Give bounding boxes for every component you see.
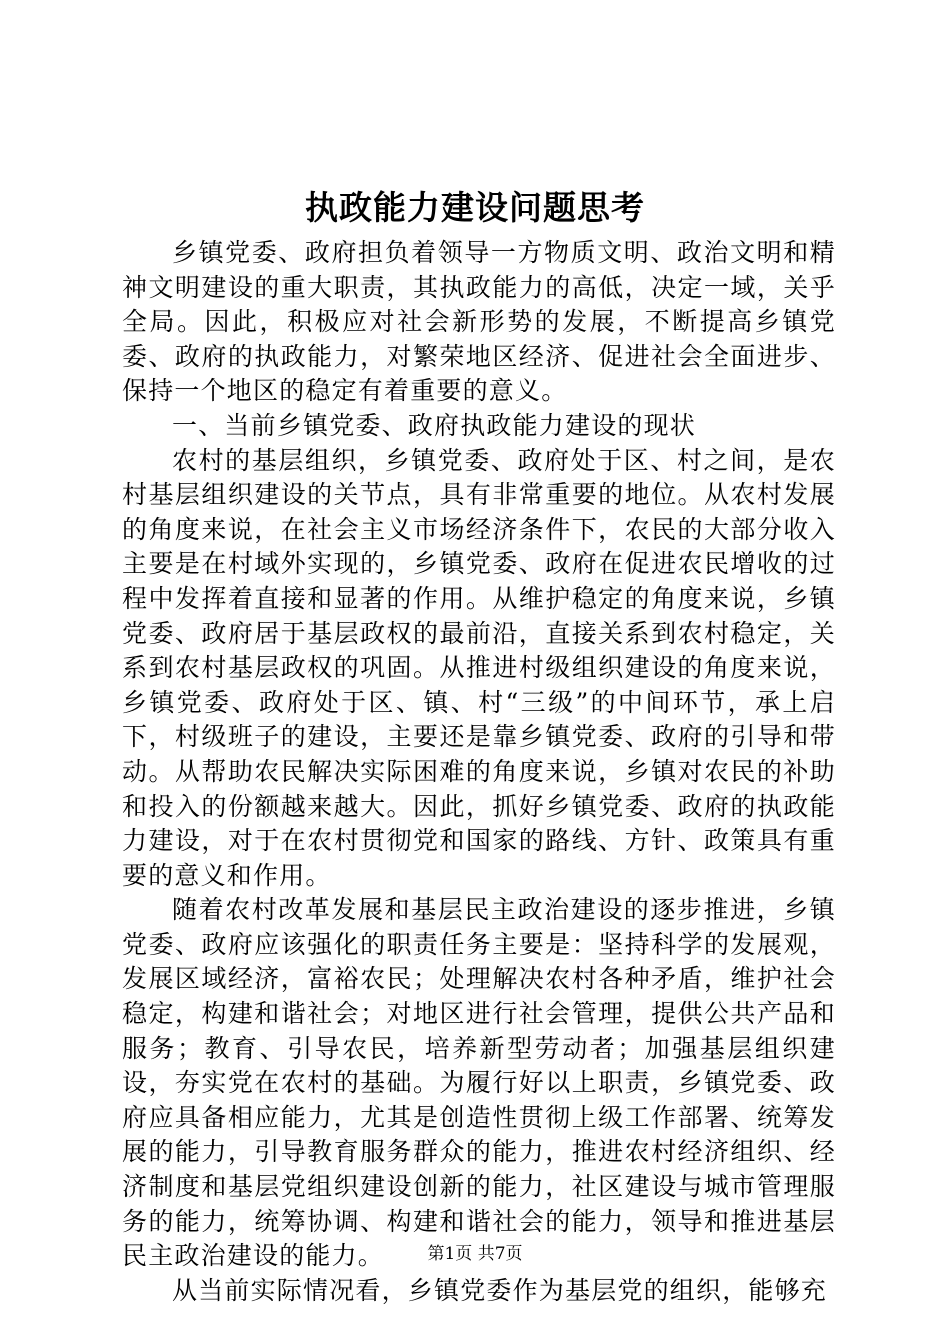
paragraph-current: 从当前实际情况看，乡镇党委作为基层党的组织，能够充: [172, 1275, 828, 1305]
document-body: [122, 236, 836, 1308]
document-title: 执政能力建设问题思考: [305, 188, 645, 227]
page-footer: 第1页 共7页: [427, 1244, 523, 1264]
paragraph-duties: 随着农村改革发展和基层民主政治建设的逐步推进，乡镇党委、政府应该强化的职责任务主要是：坚持科学的发展观，发展区域经济，富裕农民；处理解决农村各种矛盾，维护社会稳定，构建和谐社会；对地区进行社会管理，提供公共产品和服务；教育、引导农民，培养新型劳动者；加强基层组织建设，夯实党在农村的基础。为履行好以上职责，乡镇党委、政府应具备相应能力，尤其是创造性贯彻上级工作部署、统筹发展的能力，引导教育服务群众的能力，推进农村经济组织、经济制度和基层党组织建设创新的能力，社区建设与城市管理服务的能力，统筹协调、构建和谐社会的能力，领导和推进基层民主政治建设的能力。: [122, 895, 836, 1271]
section-heading: 一、当前乡镇党委、政府执政能力建设的现状: [172, 410, 697, 440]
paragraph-status: 农村的基层组织，乡镇党委、政府处于区、村之间，是农村基层组织建设的关节点，具有非常重要的地位。从农村发展的角度来说，在社会主义市场经济条件下，农民的大部分收入主要是在村域外实现的，乡镇党委、政府在促进农民增收的过程中发挥着直接和显著的作用。从维护稳定的角度来说，乡镇党委、政府居于基层政权的最前沿，直接关系到农村稳定，关系到农村基层政权的巩固。从推进村级组织建设的角度来说，乡镇党委、政府处于区、镇、村“三级”的中间环节，承上启下，村级班子的建设，主要还是靠乡镇党委、政府的引导和带动。从帮助农民解决实际困难的角度来说，乡镇对农民的补助和投入的份额越来越大。因此，抓好乡镇党委、政府的执政能力建设，对于在农村贯彻党和国家的路线、方针、政策具有重要的意义和作用。: [122, 445, 836, 890]
paragraph-intro: 乡镇党委、政府担负着领导一方物质文明、政治文明和精神文明建设的重大职责，其执政能力的高低，决定一域，关乎全局。因此，积极应对社会新形势的发展，不断提高乡镇党委、政府的执政能力，对繁荣地区经济、促进社会全面进步、保持一个地区的稳定有着重要的意义。: [122, 238, 836, 406]
